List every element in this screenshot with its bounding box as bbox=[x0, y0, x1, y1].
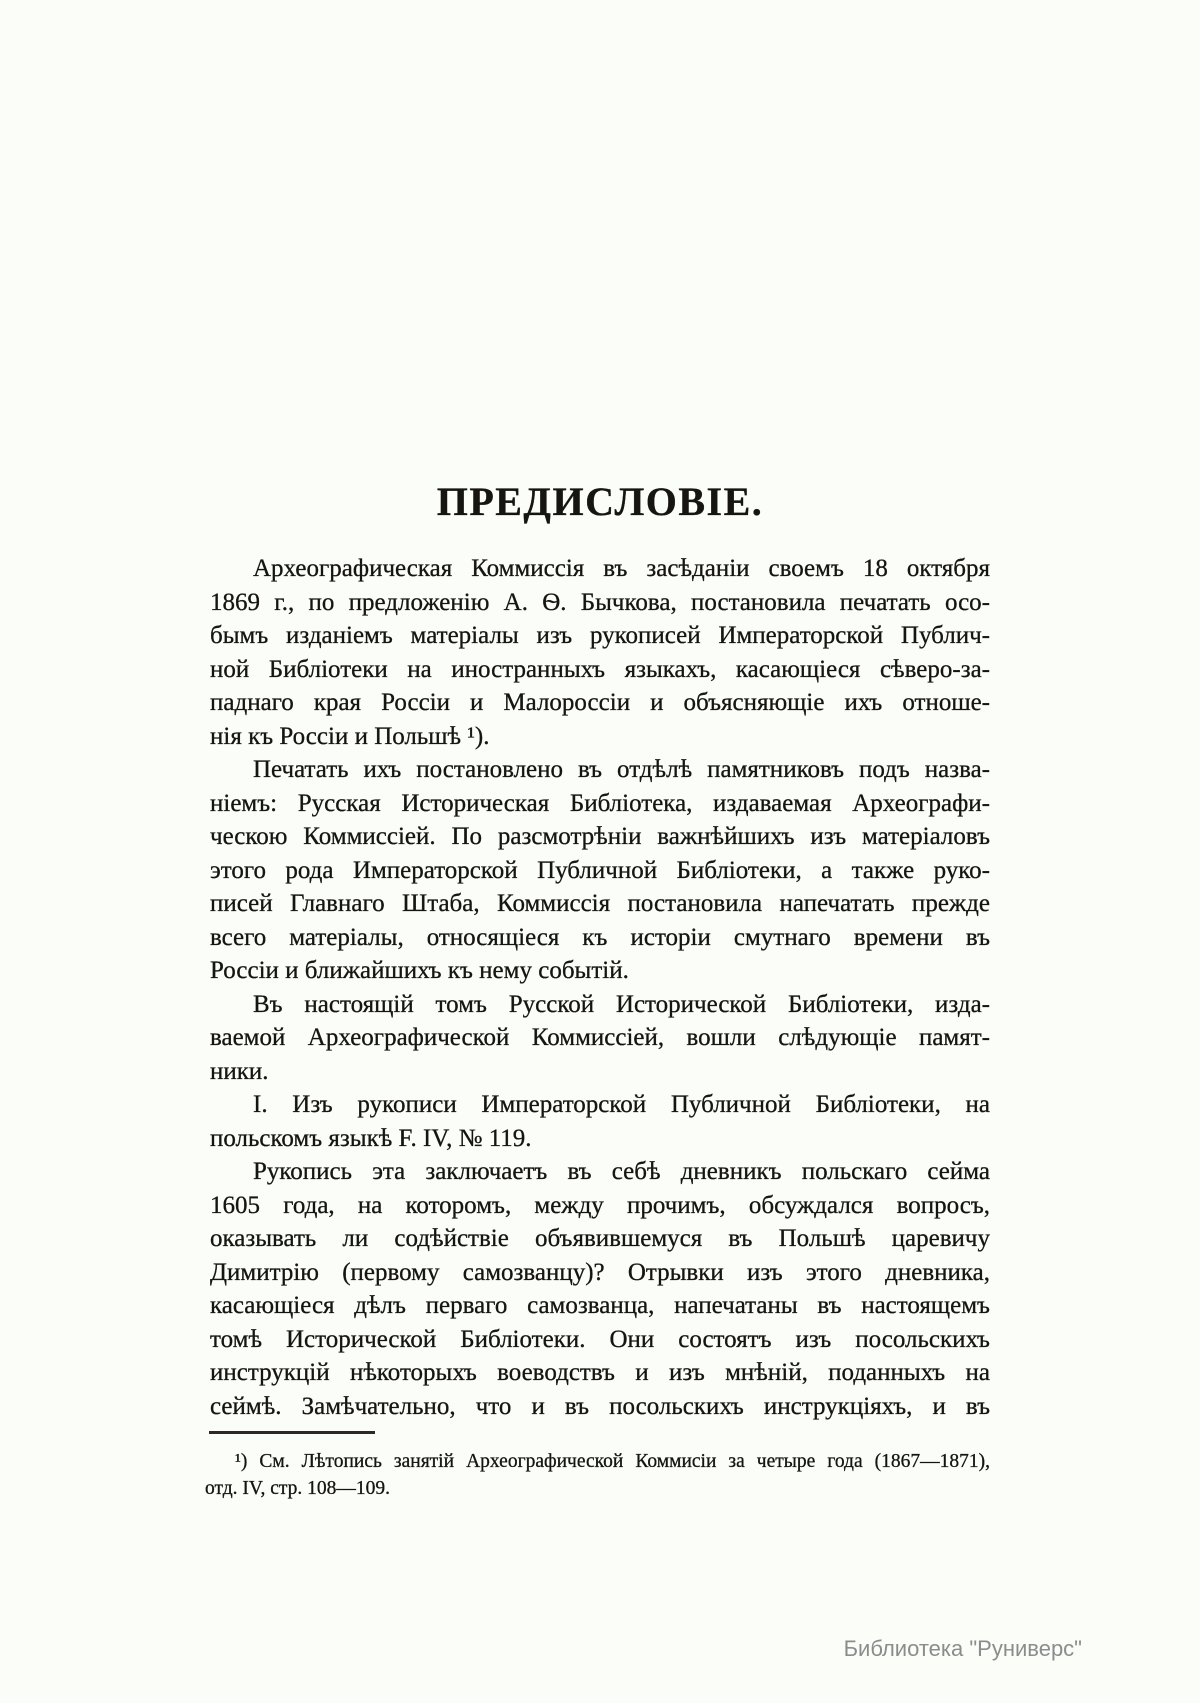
text-line: 1605 года, на которомъ, между прочимъ, обсуждался вопросъ, bbox=[210, 1191, 990, 1219]
text-line: ніемъ: Русская Историческая Библіотека, издаваемая Археографи- bbox=[210, 789, 990, 817]
text-line: паднаго края Россіи и Малороссіи и объясняющіе ихъ отноше- bbox=[210, 689, 990, 716]
text-line: бымъ изданіемъ матеріалы изъ рукописей Императорской Публич- bbox=[210, 622, 990, 649]
text-line: 1869 г., по предложенію А. Ѳ. Бычкова, постановила печатать осо- bbox=[210, 588, 990, 616]
paragraph bbox=[205, 1448, 990, 1502]
footnote-separator-rule bbox=[209, 1431, 375, 1434]
paragraph bbox=[210, 988, 990, 1089]
text-line: томѣ Исторической Библіотеки. Они состоятъ изъ посольскихъ bbox=[210, 1325, 990, 1353]
text-line: сеймѣ. Замѣчательно, что и въ посольскихъ инструкціяхъ, и въ bbox=[210, 1392, 990, 1420]
text-line: касающіеся дѣлъ перваго самозванца, напечатаны въ настоящемъ bbox=[210, 1292, 990, 1319]
preface-body-text bbox=[210, 552, 990, 1423]
text-line: этого рода Императорской Публичной Библіотеки, а также руко- bbox=[210, 856, 990, 884]
text-line: ной Библіотеки на иностранныхъ языкахъ, касающіеся сѣверо-за- bbox=[210, 655, 990, 683]
text-line: Въ настоящій томъ Русской Исторической Библіотеки, изда- bbox=[253, 990, 990, 1018]
paragraph bbox=[210, 1088, 990, 1155]
text-line: ческою Коммиссіей. По разсмотрѣніи важнѣйшихъ изъ матеріаловъ bbox=[210, 823, 990, 850]
page-title: ПРЕДИСЛОВІЕ. bbox=[436, 479, 764, 524]
text-line: Димитрію (первому самозванцу)? Отрывки изъ этого дневника, bbox=[210, 1258, 990, 1286]
paragraph bbox=[210, 753, 990, 988]
text-line: ¹) См. Лѣтопись занятій Археографической Коммисіи за четыре года (1867—1871), bbox=[235, 1451, 990, 1472]
text-line: Печатать ихъ постановлено въ отдѣлѣ памятниковъ подъ назва- bbox=[253, 756, 990, 783]
text-line: ники. bbox=[210, 1057, 269, 1085]
text-line: отд. IV, стр. 108—109. bbox=[205, 1478, 391, 1499]
text-line: I. Изъ рукописи Императорской Публичной Библіотеки, на bbox=[253, 1091, 990, 1118]
text-line: оказывать ли содѣйствіе объявившемуся въ Польшѣ царевичу bbox=[210, 1225, 990, 1252]
library-watermark: Библиотека "Руниверс" bbox=[843, 1636, 1082, 1661]
text-line: инструкцій нѣкоторыхъ воеводствъ и изъ мнѣній, поданныхъ на bbox=[210, 1359, 990, 1386]
text-line: писей Главнаго Штаба, Коммиссія постановила напечатать прежде bbox=[210, 890, 990, 917]
text-line: Рукопись эта заключаетъ въ себѣ дневникъ польскаго сейма bbox=[253, 1158, 990, 1185]
paragraph bbox=[210, 552, 990, 753]
paragraph bbox=[210, 1155, 990, 1423]
text-line: Россіи и ближайшихъ къ нему событій. bbox=[210, 957, 629, 984]
text-line: всего матеріалы, относящіеся къ исторіи смутнаго времени въ bbox=[210, 923, 990, 951]
text-line: Археографическая Коммиссія въ засѣданіи своемъ 18 октября bbox=[253, 555, 990, 582]
text-line: польскомъ языкѣ F. IV, № 119. bbox=[210, 1124, 532, 1152]
text-line: ваемой Археографической Коммиссіей, вошли слѣдующіе памят- bbox=[210, 1024, 990, 1051]
text-line: нія къ Россіи и Польшѣ ¹). bbox=[210, 722, 490, 750]
footnote bbox=[205, 1448, 990, 1502]
